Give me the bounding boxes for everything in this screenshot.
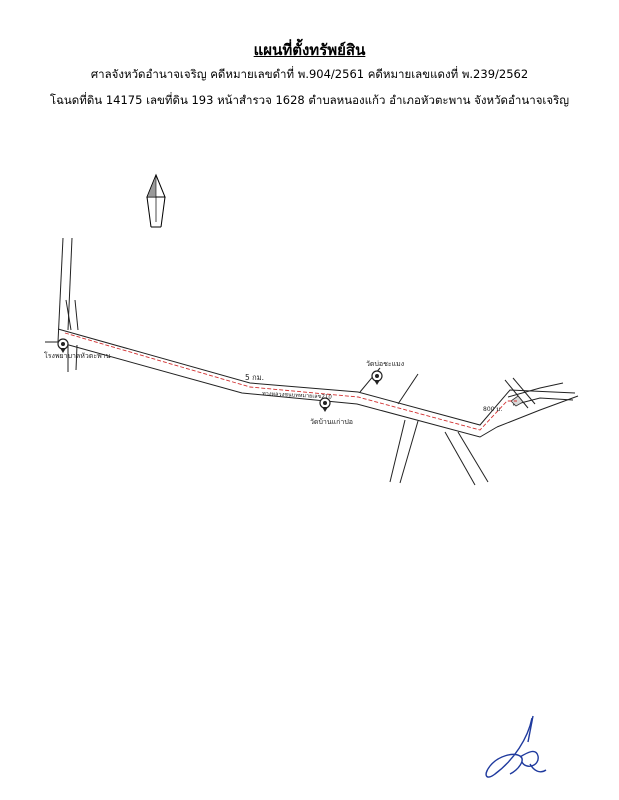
distance-end-label: 800 ม. bbox=[483, 406, 503, 413]
distance-main-label: 5 กม. bbox=[245, 373, 265, 382]
temple-1-label: วัดบ่อชะแมง bbox=[366, 360, 405, 368]
temple-1-pin-icon bbox=[372, 371, 382, 385]
route-line bbox=[65, 333, 517, 430]
road-name-label: ทางหลวงชนบทหมายเลข210 bbox=[261, 391, 332, 401]
temple-2-label: วัดบ้านแก่าปอ bbox=[310, 418, 353, 426]
hospital-pin-icon bbox=[58, 339, 68, 353]
signature-mark bbox=[486, 716, 546, 777]
land-deed-info: โฉนดที่ดิน 14175 เลขที่ดิน 193 หน้าสำรวจ 1628 ตำบลหนองแก้ว อำเภอหัวตะพาน จังหวัดอำนาจเจริญ bbox=[49, 93, 570, 107]
hospital-label: โรงพยาบาลหัวตะพาน bbox=[44, 352, 111, 360]
road-network bbox=[45, 238, 578, 485]
map-title: แผนที่ตั้งทรัพย์สิน bbox=[253, 41, 366, 59]
north-arrow-icon bbox=[147, 175, 165, 227]
case-info: ศาลจังหวัดอำนาจเจริญ คดีหมายเลขดำที่ พ.904/2561 คดีหมายเลขแดงที่ พ.239/2562 bbox=[90, 67, 529, 81]
